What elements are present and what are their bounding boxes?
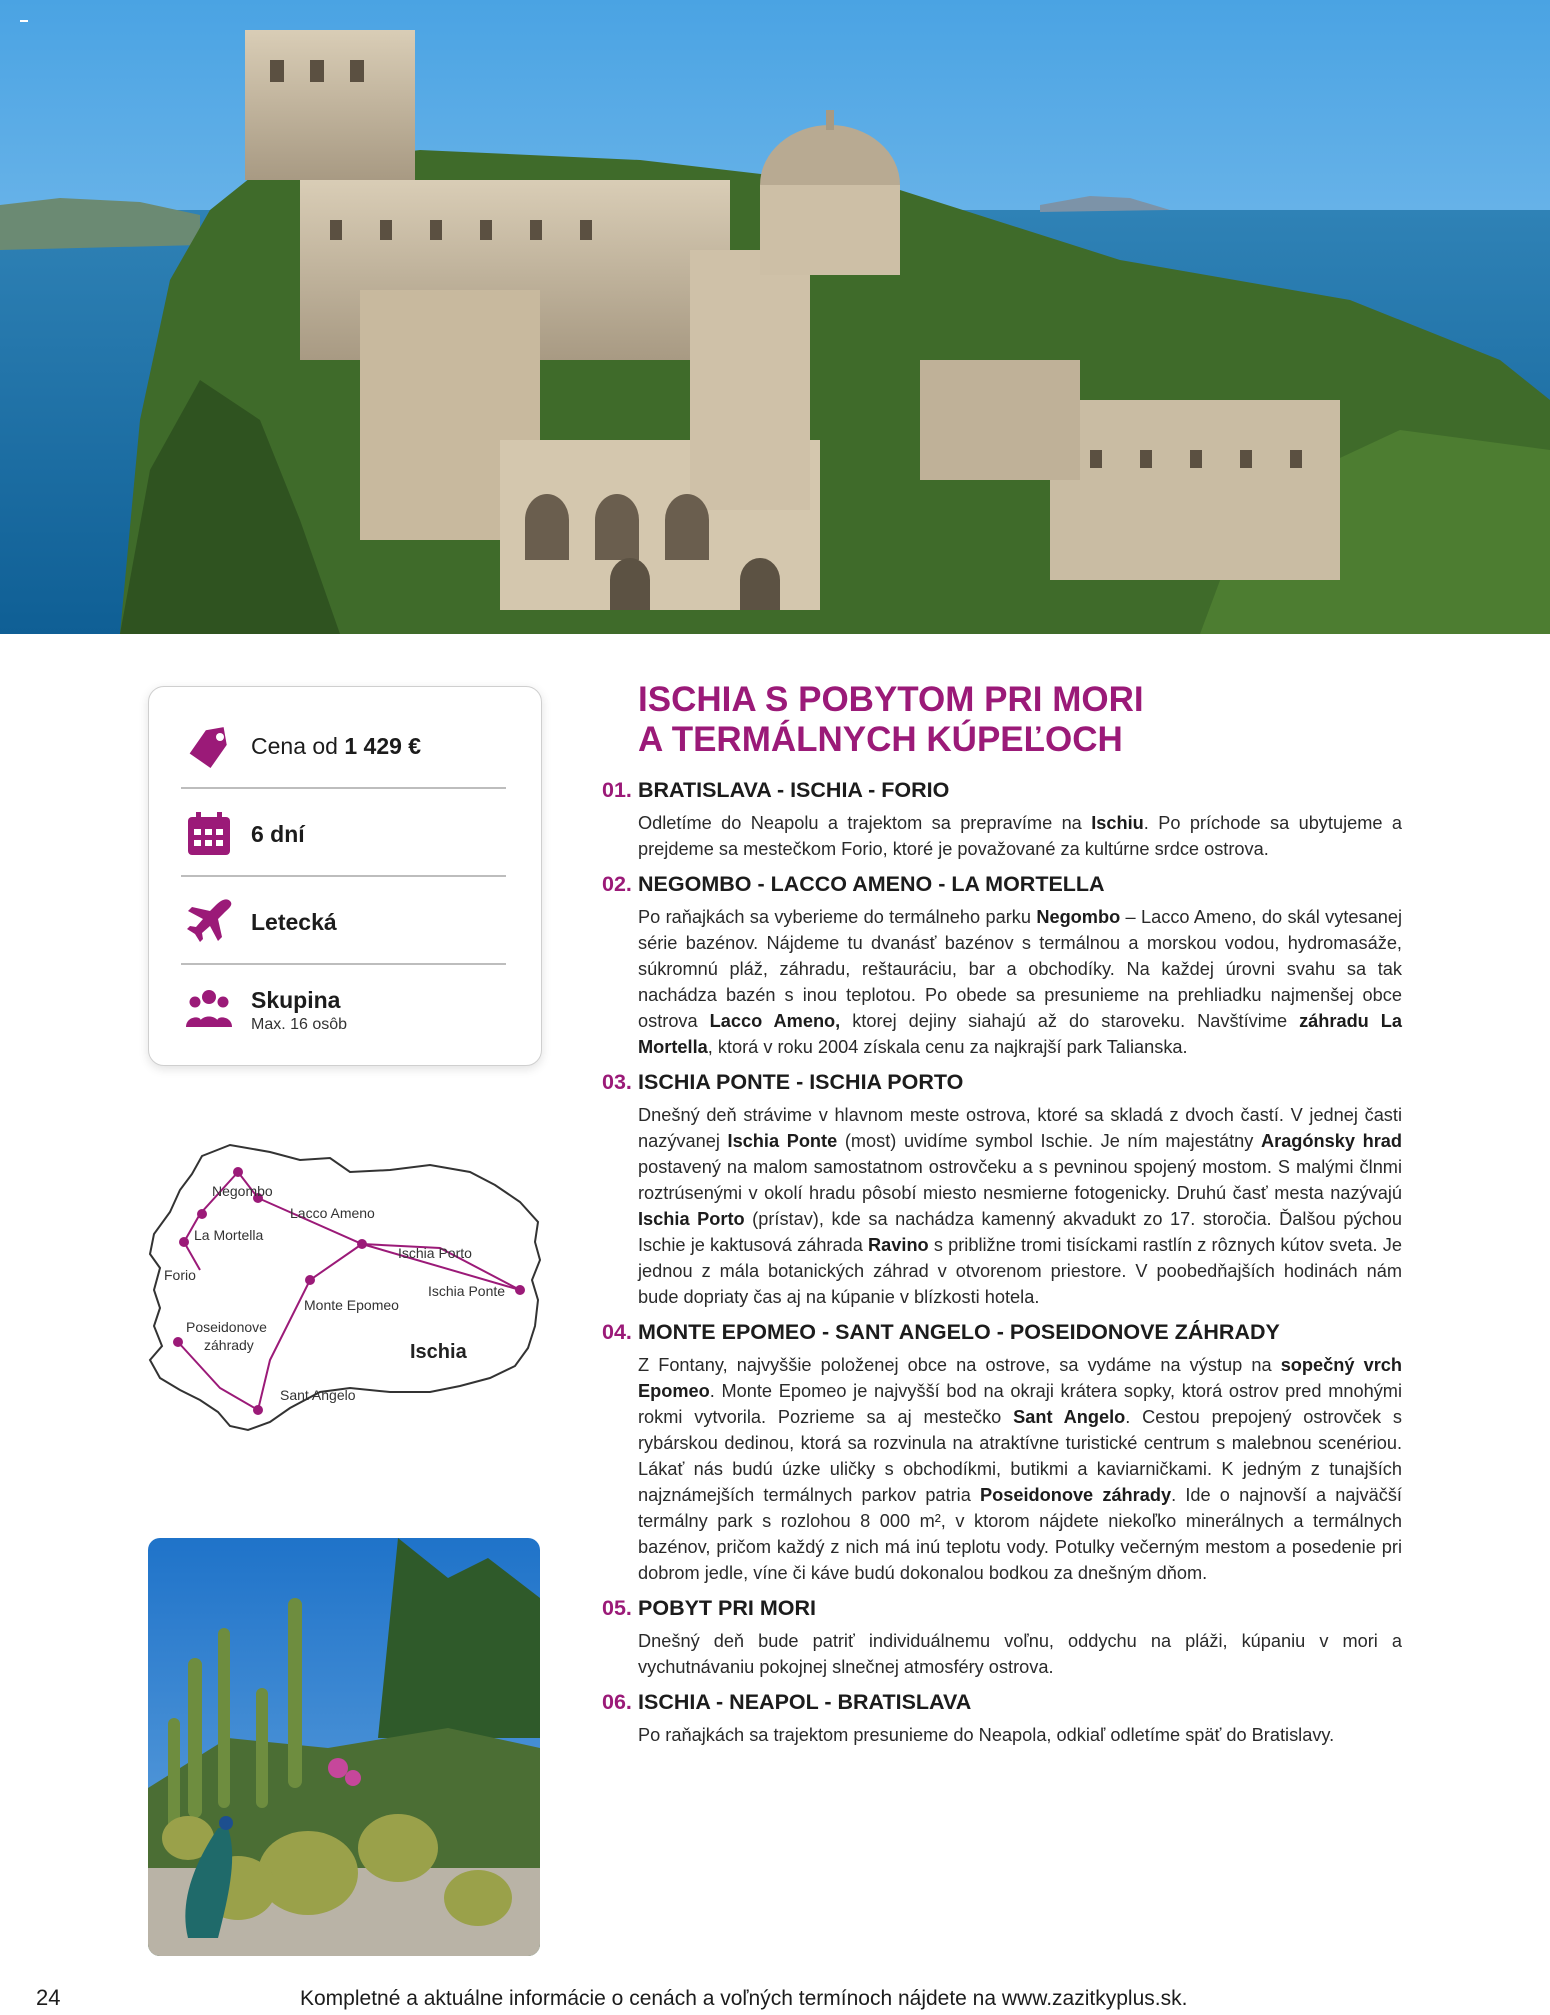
body-text: (most) uvidíme symbol Ischie. Je ním majestátny <box>837 1131 1261 1151</box>
day-description <box>638 810 1402 862</box>
group-subtitle: Max. 16 osôb <box>251 1015 348 1033</box>
body-text: (prístav), kde sa nachádza kamenný akvadukt zo 17. storočia. Ďalšou pýchou Ischie je kaktusová záhrada <box>638 1209 1402 1255</box>
body-text: . Cestou prepojený ostrovček s rybárskou dedinou, ktorá sa rozvinula na atraktívne turistické centrum s malebnou scenériou. Lákať nás budú úzke uličky s obchodíkmi, butikmi a kaviarničkami. K jedným z tunajších najznámejších termálnych parkov patria <box>638 1407 1403 1505</box>
day-number: 05. <box>602 1596 632 1620</box>
info-divider <box>181 875 506 877</box>
day-description <box>638 1722 1402 1748</box>
day-number: 06. <box>602 1690 632 1714</box>
transport-row <box>181 879 506 965</box>
hero-photo <box>0 0 1550 634</box>
price-tag-icon <box>181 718 237 774</box>
map-label-poseidon-line1: Poseidonove <box>186 1319 267 1335</box>
map-label-poseidon-line2: záhrady <box>204 1337 254 1353</box>
price-label: Cena od <box>251 732 338 759</box>
day-number: 02. <box>602 872 632 896</box>
body-text: . Monte Epomeo je najvyšší bod na okraji krátera sopky, ktorá ostrov pred mnohými rokmi vytvorila. Pozrieme sa aj mestečko <box>638 1381 1402 1427</box>
body-text: Z Fontany, najvyššie položenej obce na ostrove, sa vydáme na výstup na <box>638 1355 1281 1375</box>
transport-value: Letecká <box>251 908 337 935</box>
map-label-monte-epomeo: Monte Epomeo <box>304 1297 399 1313</box>
map-label-lacco-ameno: Lacco Ameno <box>290 1205 375 1221</box>
group-title: Skupina <box>251 986 341 1013</box>
day-number: 03. <box>602 1070 632 1094</box>
calendar-icon <box>181 806 237 862</box>
day-title: ISCHIA PONTE - ISCHIA PORTO <box>638 1070 964 1094</box>
day-description <box>638 1628 1402 1680</box>
body-text: postavený na malom samostatnom ostrovčeku a s pevninou spojený mostom. S malými člnmi roztrúsenými v okolí hradu pôsobí miesto nesmierne fotogenicky. Druhú časť mesta nazývajú <box>638 1157 1402 1203</box>
highlight-text: Aragónsky hrad <box>1260 1131 1403 1151</box>
body-text: ktorej dejiny siahajú až do staroveku. Navštívime <box>840 1011 1300 1031</box>
highlight-text: Negombo <box>1036 907 1121 927</box>
day-number: 01. <box>602 778 632 802</box>
day-title: POBYT PRI MORI <box>638 1596 816 1620</box>
highlight-text: Ischia Ponte <box>727 1131 838 1151</box>
day-2 <box>602 870 1402 1060</box>
body-text: s približne tromi tisíckami rastlín z rôznych kútov sveta. Je jednou z mála botanických záhrad v otvorenom priestore. V poobedňajších hodinách nám bude dopriaty čas aj na kúpanie v blízkosti hotela. <box>638 1235 1403 1307</box>
map-label-la-mortella: La Mortella <box>194 1227 264 1243</box>
body-text: Dnešný deň bude patriť individuálnemu voľnu, oddychu na pláži, kúpaniu v mori a vychutnávaniu pokojnej slnečnej atmosféry ostrova. <box>638 1631 1402 1677</box>
airplane-icon <box>181 894 237 950</box>
day-3 <box>602 1068 1402 1310</box>
day-6 <box>602 1688 1402 1748</box>
highlight-text: záhradu La Mortella <box>638 1011 1403 1057</box>
price-row <box>181 703 506 789</box>
highlight-text: Ischia Porto <box>638 1209 745 1229</box>
highlight-text: Poseidonove záhrady <box>979 1485 1172 1505</box>
day-1 <box>602 776 1402 862</box>
map-label-sant-angelo: Sant Angelo <box>280 1387 356 1403</box>
price-value: 1 429 € <box>344 732 422 759</box>
body-text: Dnešný deň strávime v hlavnom meste ostrova, ktoré sa skladá z dvoch častí. V jednej časti nazývanej <box>638 1105 1402 1151</box>
highlight-text: Ischiu <box>1091 813 1144 833</box>
group-row <box>181 967 506 1053</box>
trip-info-card <box>148 686 542 1066</box>
day-5 <box>602 1594 1402 1680</box>
day-description <box>638 1102 1402 1310</box>
body-text: – Lacco Ameno, do skál vytesanej série bazénov. Nájdeme tu dvanásť bazénov s termálnou a morskou vodou, hydromasáže, súkromnú pláž, záhradu, reštauráciu, bar a obchodíky. Na každej úrovni svahu sa tak nachádza bazén s inou teplotou. Po obede sa presunieme na prehliadku najmenšej obce ostrova <box>638 907 1402 1031</box>
duration-row <box>181 791 506 877</box>
group-icon <box>181 982 237 1038</box>
page-number: 24 <box>36 1985 61 2010</box>
highlight-text: Sant Angelo <box>1013 1407 1126 1427</box>
map-label-forio: Forio <box>164 1267 196 1283</box>
map-label-ischia: Ischia <box>410 1341 467 1363</box>
body-text: Po raňajkách sa vyberieme do termálneho parku <box>638 907 1037 927</box>
body-text: . Ide o najnovší a najväčší termálny park s rozlohou 8 000 m², v ktorom nájdete niekoľko minerálnych a termálnych bazénov, pričom každý z nich má inú teplotu vody. Potulky večerným mestom a posedenie pri dobrom jedle, víne či káve budú dokonalou bodkou za dnešným dňom. <box>638 1485 1402 1583</box>
day-title: NEGOMBO - LACCO AMENO - LA MORTELLA <box>638 872 1105 896</box>
highlight-text: sopečný vrch Epomeo <box>638 1355 1402 1401</box>
ischia-route-map <box>140 1130 550 1470</box>
day-title: BRATISLAVA - ISCHIA - FORIO <box>638 778 950 802</box>
page-title <box>638 680 1398 760</box>
corner-mark <box>20 20 28 22</box>
highlight-text: Lacco Ameno, <box>709 1011 841 1031</box>
body-text: Odletíme do Neapolu a trajektom sa prepravíme na <box>638 813 1092 833</box>
castle-photo-icon <box>0 0 1550 634</box>
info-divider <box>181 963 506 965</box>
info-divider <box>181 787 506 789</box>
day-description <box>638 1352 1402 1586</box>
day-title: MONTE EPOMEO - SANT ANGELO - POSEIDONOVE ZÁHRADY <box>638 1320 1280 1344</box>
day-number: 04. <box>602 1320 632 1344</box>
duration-value: 6 dní <box>251 820 305 847</box>
title-line-1: ISCHIA S POBYTOM PRI MORI <box>638 680 1144 719</box>
map-label-ischia-porto: Ischia Porto <box>398 1245 472 1261</box>
day-description <box>638 904 1402 1060</box>
day-title: ISCHIA - NEAPOL - BRATISLAVA <box>638 1690 972 1714</box>
footer-note: Kompletné a aktuálne informácie o cenách a voľných termínoch nájdete na www.zazitkyplus.sk. <box>300 1987 1188 2010</box>
body-text: Po raňajkách sa trajektom presunieme do Neapola, odkiaľ odletíme späť do Bratislavy. <box>638 1725 1335 1745</box>
highlight-text: Ravino <box>868 1235 929 1255</box>
title-line-2: A TERMÁLNYCH KÚPEĽOCH <box>638 720 1123 759</box>
day-4 <box>602 1318 1402 1586</box>
cactus-garden-photo <box>148 1538 540 1956</box>
body-text: , ktorá v roku 2004 získala cenu za najkrajší park Talianska. <box>707 1037 1188 1057</box>
map-label-negombo: Negombo <box>212 1183 273 1199</box>
body-text: . Po príchode sa ubytujeme a prejdeme sa mestečkom Forio, ktoré je považované za kultúrne srdce ostrova. <box>638 813 1402 859</box>
itinerary <box>602 776 1402 1756</box>
map-label-ischia-ponte: Ischia Ponte <box>428 1283 506 1299</box>
